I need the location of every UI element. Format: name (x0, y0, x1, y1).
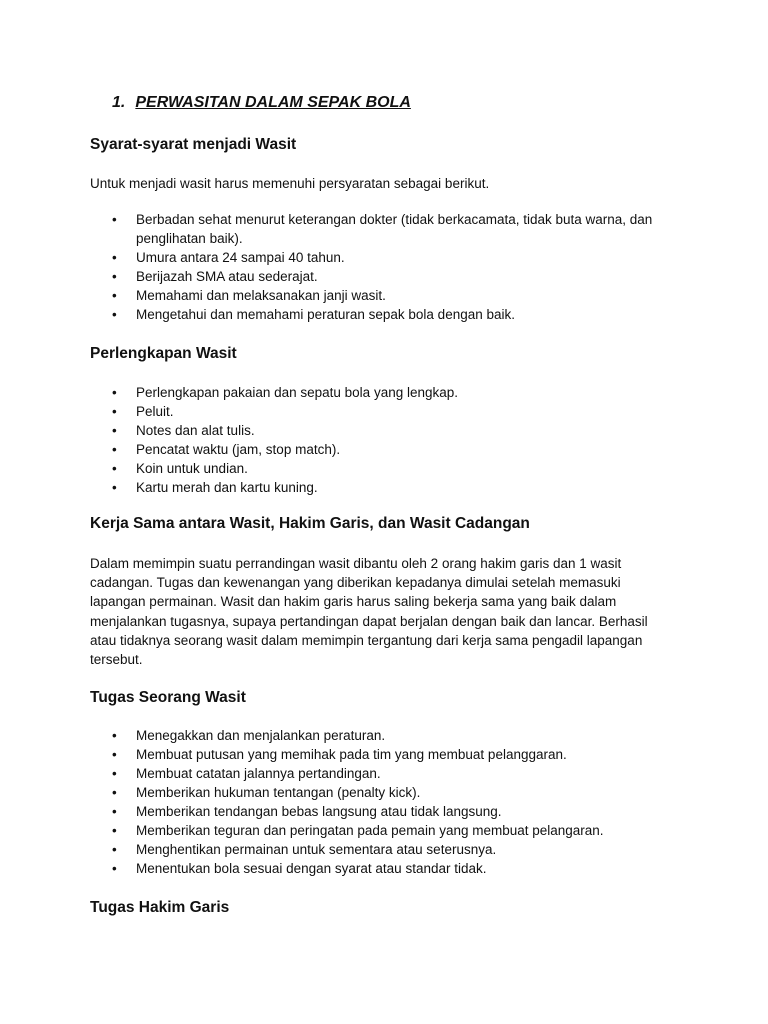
list-item: • Perlengkapan pakaian dan sepatu bola yang lengkap. (112, 385, 459, 400)
bullet-icon: • (112, 480, 117, 495)
bullet-icon: • (112, 804, 117, 819)
list-item: • Umura antara 24 sampai 40 tahun. (112, 250, 345, 265)
bullet-icon: • (112, 385, 117, 400)
bullet-icon: • (112, 212, 117, 227)
list-item: • Peluit. (112, 404, 174, 419)
list-item: • Berijazah SMA atau sederajat. (112, 269, 318, 284)
list-item: • Notes dan alat tulis. (112, 423, 255, 438)
section-heading-hakim-garis: Tugas Hakim Garis (90, 899, 230, 916)
list-tugas-wasit (90, 726, 680, 878)
document-title (112, 94, 411, 112)
bullet-icon: • (112, 423, 117, 438)
section-heading-kerja-sama: Kerja Sama antara Wasit, Hakim Garis, dan Wasit Cadangan (90, 515, 530, 532)
list-item: • Pencatat waktu (jam, stop match). (112, 442, 341, 457)
bullet-icon: • (112, 269, 117, 284)
bullet-icon: • (112, 861, 117, 876)
bullet-icon: • (112, 823, 117, 838)
bullet-icon: • (112, 442, 117, 457)
list-item: • Membuat putusan yang memihak pada tim yang membuat pelanggaran. (112, 747, 567, 762)
bullet-icon: • (112, 307, 117, 322)
list-item: • Menentukan bola sesuai dengan syarat atau standar tidak. (112, 861, 487, 876)
bullet-icon: • (112, 250, 117, 265)
bullet-icon: • (112, 404, 117, 419)
list-item: • Berbadan sehat menurut keterangan dokter (tidak berkacamata, tidak buta warna, dan penglihatan baik). (112, 212, 653, 246)
list-syarat (90, 210, 680, 324)
title-number: 1. (112, 94, 126, 111)
list-item: • Memahami dan melaksanakan janji wasit. (112, 288, 386, 303)
list-item: • Membuat catatan jalannya pertandingan. (112, 766, 381, 781)
bullet-icon: • (112, 842, 117, 857)
list-item: • Menghentikan permainan untuk sementara atau seterusnya. (112, 842, 497, 857)
list-item: • Memberikan tendangan bebas langsung atau tidak langsung. (112, 804, 502, 819)
list-item: • Memberikan teguran dan peringatan pada pemain yang membuat pelangaran. (112, 823, 604, 838)
list-item: • Koin untuk undian. (112, 461, 248, 476)
section-intro-syarat: Untuk menjadi wasit harus memenuhi persyaratan sebagai berikut. (90, 176, 490, 191)
list-item: • Memberikan hukuman tentangan (penalty kick). (112, 785, 421, 800)
bullet-icon: • (112, 461, 117, 476)
list-item: • Kartu merah dan kartu kuning. (112, 480, 318, 495)
bullet-icon: • (112, 288, 117, 303)
bullet-icon: • (112, 785, 117, 800)
bullet-icon: • (112, 728, 117, 743)
list-item: • Menegakkan dan menjalankan peraturan. (112, 728, 386, 743)
section-heading-tugas-wasit: Tugas Seorang Wasit (90, 689, 246, 706)
section-heading-perlengkapan: Perlengkapan Wasit (90, 345, 237, 362)
title-text: PERWASITAN DALAM SEPAK BOLA (135, 94, 411, 111)
bullet-icon: • (112, 747, 117, 762)
bullet-icon: • (112, 766, 117, 781)
list-perlengkapan (90, 383, 680, 497)
list-item: • Mengetahui dan memahami peraturan sepak bola dengan baik. (112, 307, 516, 322)
section-paragraph-kerja-sama: Dalam memimpin suatu perrandingan wasit dibantu oleh 2 orang hakim garis dan 1 wasit cadangan. Tugas dan kewenangan yang diberikan kepadanya dimulai setelah memasuki lapangan permainan. Wasit dan hakim garis harus saling bekerja sama yang baik dalam menjalankan tugasnya, supaya pertandingan dapat berjalan dengan baik dan lancar. Berhasil atau tidaknya seorang wasit dalam memimpin tergantung dari kerja sama pengadil lapangan tersebut. (90, 556, 648, 668)
section-heading-syarat: Syarat-syarat menjadi Wasit (90, 136, 297, 153)
